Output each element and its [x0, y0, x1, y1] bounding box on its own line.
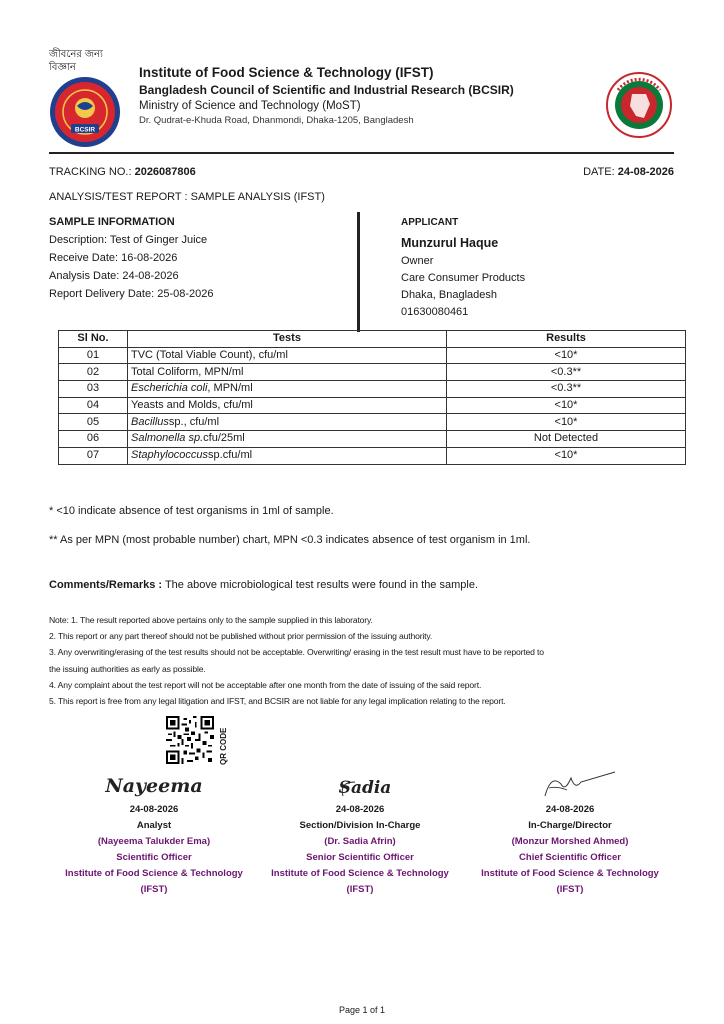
signatory-org: Institute of Food Science & Technology	[481, 868, 659, 879]
note-line: 2. This report or any part thereof should not be published without prior permission of the issuing authority.	[49, 631, 433, 642]
signatory-title: Scientific Officer	[116, 852, 192, 863]
table-row	[59, 347, 686, 364]
cell-test-unit: sp., cfu/ml	[168, 415, 220, 428]
date-value: 24-08-2026	[617, 166, 674, 178]
tracking-number	[49, 166, 196, 178]
signature-block-director	[475, 766, 665, 898]
institute-address: Dr. Qudrat-e-Khuda Road, Dhanmondi, Dhaka-1205, Bangladesh	[139, 115, 414, 126]
applicant-location: Dhaka, Bnagladesh	[401, 289, 498, 301]
table-header-row	[59, 331, 686, 348]
note-line: 3. Any overwriting/erasing of the test results should not be acceptable. Overwriting/ erasing in the test result must have to be reported to	[49, 647, 544, 658]
signatory-org-abbr: (IFST)	[346, 884, 374, 895]
cell-test	[128, 447, 447, 464]
bcsir-logo	[49, 76, 121, 148]
institute-name: Institute of Food Science & Technology (IFST)	[139, 65, 434, 80]
cell-test	[128, 381, 447, 398]
comments-text: The above microbiological test results were found in the sample.	[162, 579, 478, 591]
cell-test	[128, 431, 447, 448]
footnote-1: * <10 indicate absence of test organisms in 1ml of sample.	[49, 505, 334, 517]
cell-test	[128, 414, 447, 431]
sample-delivery-date: Report Delivery Date: 25-08-2026	[49, 288, 214, 300]
cell-sl: 06	[59, 431, 128, 448]
sample-receive-date: Receive Date: 16-08-2026	[49, 252, 178, 264]
cell-result: <10*	[447, 447, 686, 464]
applicant-role: Owner	[401, 255, 434, 267]
cell-result: Not Detected	[447, 431, 686, 448]
notes-section	[49, 612, 681, 709]
cell-test: Total Coliform, MPN/ml	[128, 364, 447, 381]
comments-label: Comments/Remarks :	[49, 579, 163, 591]
cell-test-unit: cfu/25ml	[203, 432, 245, 445]
note-line: the issuing authorities as early as possible.	[49, 663, 206, 674]
table-row	[59, 431, 686, 448]
signatory-name: (Monzur Morshed Ahmed)	[511, 836, 629, 847]
signature-date: 24-08-2026	[335, 804, 385, 815]
applicant-phone: 01630080461	[401, 306, 469, 318]
signatory-org: Institute of Food Science & Technology	[271, 868, 449, 879]
signatory-org-abbr: (IFST)	[556, 884, 584, 895]
institute-header	[139, 65, 514, 126]
signatory-name: (Dr. Sadia Afrin)	[324, 836, 396, 847]
cell-test-species: Staphylococcus	[131, 449, 209, 462]
signatory-title: Senior Scientific Officer	[306, 852, 414, 863]
section-divider	[357, 212, 360, 332]
cell-test-species: Bacillus	[131, 415, 169, 428]
note-line: 4. Any complaint about the test report will not be acceptable after one month from the date of issuing of the said report.	[49, 679, 482, 690]
signatory-title: Chief Scientific Officer	[519, 852, 621, 863]
signature-block-analyst	[59, 766, 249, 898]
signatory-org-abbr: (IFST)	[140, 884, 168, 895]
ministry-name: Ministry of Science and Technology (MoST)	[139, 100, 361, 112]
bcsir-logo-text: BCSIR	[74, 126, 96, 134]
signature-text: Nayeema	[105, 775, 203, 797]
signature-role: In-Charge/Director	[528, 820, 612, 831]
comments-remarks	[49, 579, 478, 591]
signature-role: Section/Division In-Charge	[299, 820, 421, 831]
cell-result: <10*	[447, 414, 686, 431]
cell-sl: 05	[59, 414, 128, 431]
cell-test-unit: , MPN/ml	[207, 382, 253, 395]
header-tests: Tests	[128, 331, 447, 348]
header-sl: Sl No.	[59, 331, 128, 348]
applicant-company: Care Consumer Products	[401, 272, 526, 284]
cell-test: TVC (Total Viable Count), cfu/ml	[128, 347, 447, 364]
cell-test-species: Escherichia coli	[131, 382, 208, 395]
signature-date: 24-08-2026	[545, 804, 595, 815]
report-date	[583, 166, 674, 178]
tracking-value: 2026087806	[134, 166, 196, 178]
cell-test-unit: sp.cfu/ml	[208, 449, 253, 462]
applicant-name: Munzurul Haque	[401, 236, 499, 250]
qr-code-label: QR CODE	[219, 727, 228, 765]
cell-result: <0.3**	[447, 381, 686, 398]
page-number: Page 1 of 1	[338, 1005, 386, 1015]
note-line: 5. This report is free from any legal litigation and IFST, and BCSIR are not liable for any legal implication relating to the report.	[49, 696, 506, 707]
sample-analysis-date: Analysis Date: 24-08-2026	[49, 270, 179, 282]
signatory-org: Institute of Food Science & Technology	[65, 868, 243, 879]
cell-sl: 02	[59, 364, 128, 381]
table-row	[59, 397, 686, 414]
cell-sl: 01	[59, 347, 128, 364]
cell-test: Yeasts and Molds, cfu/ml	[128, 397, 447, 414]
signature-image	[89, 766, 219, 802]
government-emblem	[606, 72, 672, 138]
cell-result: <10*	[447, 397, 686, 414]
signature-date: 24-08-2026	[129, 804, 179, 815]
table-row	[59, 414, 686, 431]
signature-role: Analyst	[136, 820, 172, 831]
sample-heading: SAMPLE INFORMATION	[49, 216, 175, 228]
bengali-motto: জীবনের জন্য বিজ্ঞান	[49, 49, 103, 73]
signature-text: Sadia	[338, 778, 392, 798]
sample-information	[49, 213, 213, 303]
tracking-label: TRACKING NO.:	[49, 166, 132, 178]
applicant-heading: APPLICANT	[401, 217, 459, 228]
signature-image	[505, 766, 635, 802]
applicant-information	[401, 214, 525, 321]
cell-sl: 07	[59, 447, 128, 464]
qr-code-icon[interactable]	[166, 716, 214, 764]
signatory-name: (Nayeema Talukder Ema)	[97, 836, 211, 847]
council-name: Bangladesh Council of Scientific and Industrial Research (BCSIR)	[139, 83, 514, 97]
signature-block-section-incharge	[265, 766, 455, 898]
table-row	[59, 381, 686, 398]
cell-sl: 04	[59, 397, 128, 414]
note-line: Note: 1. The result reported above pertains only to the sample supplied in this laboratory.	[49, 615, 373, 625]
header-divider	[49, 152, 674, 154]
results-table	[58, 330, 686, 465]
cell-test-species: Salmonella sp.	[131, 432, 204, 445]
table-row	[59, 364, 686, 381]
footnote-2: ** As per MPN (most probable number) chart, MPN <0.3 indicates absence of test organism in 1ml.	[49, 534, 531, 546]
signature-image	[295, 766, 425, 802]
cell-result: <10*	[447, 347, 686, 364]
table-row	[59, 447, 686, 464]
cell-sl: 03	[59, 381, 128, 398]
header-results: Results	[447, 331, 686, 348]
report-type: ANALYSIS/TEST REPORT : SAMPLE ANALYSIS (IFST)	[49, 191, 325, 203]
date-label: DATE:	[583, 166, 615, 178]
sample-description: Description: Test of Ginger Juice	[49, 234, 208, 246]
cell-result: <0.3**	[447, 364, 686, 381]
